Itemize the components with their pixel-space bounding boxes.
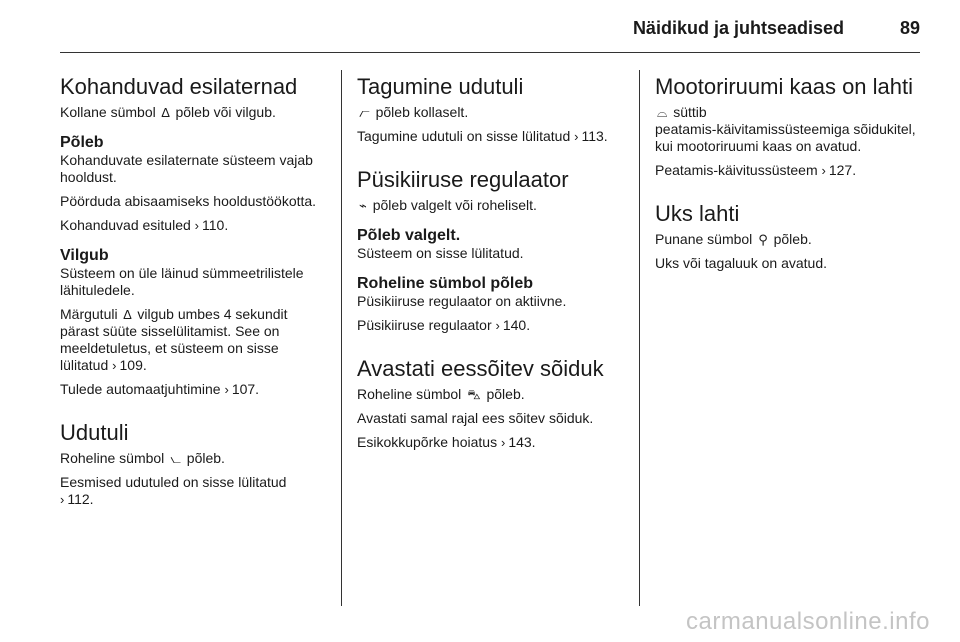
page-reference-arrow-icon: ›: [500, 435, 506, 450]
page-reference-link[interactable]: 140.: [502, 317, 531, 333]
column-divider: [639, 70, 640, 606]
page-header: [60, 0, 920, 53]
page-reference-link[interactable]: 109.: [119, 357, 147, 373]
column-1: [60, 70, 322, 515]
hood-open-icon: ⌓: [657, 105, 668, 120]
page-reference-link[interactable]: 112.: [67, 491, 94, 507]
header-title: Näidikud ja juhtseadised: [632, 18, 844, 38]
subheading: Roheline sümbol põleb: [357, 275, 534, 292]
paragraph: ⌓ süttib: [657, 104, 707, 120]
door-open-icon: ⚲: [758, 232, 768, 247]
page-reference-arrow-icon: ›: [194, 218, 200, 233]
section-title: Püsikiiruse regulaator: [357, 167, 569, 192]
subheading: Põleb valgelt.: [357, 227, 461, 244]
paragraph: ⦧ põleb kollaselt.: [359, 104, 469, 120]
paragraph: Peatamis-käivitussüsteem › 127.: [655, 162, 857, 178]
watermark: carmanualsonline.info: [686, 608, 930, 635]
paragraph: Punane sümbol ⚲ põleb.: [655, 231, 812, 247]
page-reference-arrow-icon: ›: [112, 358, 117, 373]
section-title: Kohanduvad esilaternad: [60, 74, 298, 99]
page-reference-arrow-icon: ›: [821, 163, 826, 178]
paragraph: Püsikiiruse regulaator on aktiivne.: [357, 293, 567, 309]
page-reference-link[interactable]: 113.: [581, 128, 608, 144]
paragraph: Kohanduvad esituled › 110.: [60, 217, 229, 233]
paragraph: Süsteem on üle läinud sümmeetrilistele lähituledele.: [60, 265, 304, 298]
vehicle-ahead-icon: ⛍: [467, 387, 481, 402]
subheading: Põleb: [60, 134, 104, 151]
section-title: Mootoriruumi kaas on lahti: [655, 74, 914, 99]
rear-fog-light-icon: ⦧: [359, 105, 370, 120]
paragraph: Püsikiiruse regulaator › 140.: [357, 317, 531, 333]
section-title: Udutuli: [60, 420, 129, 445]
page-reference-link[interactable]: 143.: [508, 434, 536, 450]
paragraph: ⌁ põleb valgelt või roheliselt.: [359, 197, 537, 213]
page-reference-arrow-icon: ›: [60, 492, 65, 507]
paragraph: Kollane sümbol ∆ põleb või vilgub.: [60, 104, 276, 120]
section-title: Avastati eessõitev sõiduk: [357, 356, 604, 381]
paragraph: Kohanduvate esilaternate süsteem vajab hooldust.: [60, 152, 313, 185]
subheading: Vilgub: [60, 247, 109, 264]
section-title: Uks lahti: [655, 201, 740, 226]
paragraph: Esikokkupõrke hoiatus › 143.: [357, 434, 536, 450]
page-reference-link[interactable]: 110.: [202, 217, 229, 233]
page-reference-link[interactable]: 127.: [828, 162, 857, 178]
column-3: [655, 70, 917, 279]
cruise-control-icon: ⌁: [359, 198, 367, 213]
page-reference-arrow-icon: ›: [224, 382, 229, 397]
page-reference-link[interactable]: 107.: [231, 381, 260, 397]
adaptive-headlamp-icon: ∆: [123, 307, 132, 322]
page-number: 89: [899, 18, 920, 38]
front-fog-light-icon: ⦦: [170, 451, 181, 466]
paragraph: Tagumine udutuli on sisse lülitatud › 113.: [357, 128, 608, 144]
column-divider: [341, 70, 342, 606]
page-reference-arrow-icon: ›: [574, 129, 579, 144]
paragraph: Roheline sümbol ⛍ põleb.: [357, 386, 525, 402]
paragraph: Süsteem on sisse lülitatud.: [357, 245, 524, 261]
column-2: [357, 70, 619, 458]
section-title: Tagumine udutuli: [357, 74, 524, 99]
paragraph: peatamis-käivitamissüsteemiga sõidukitel, kui mootoriruumi kaas on avatud.: [655, 121, 916, 154]
adaptive-headlamp-icon: ∆: [161, 105, 170, 120]
paragraph: Tulede automaatjuhtimine › 107.: [60, 381, 260, 397]
page-reference-arrow-icon: ›: [495, 318, 500, 333]
paragraph: Roheline sümbol ⦦ põleb.: [60, 450, 225, 466]
paragraph: Eesmised udutuled on sisse lülitatud › 112.: [60, 474, 287, 507]
paragraph: Uks või tagaluuk on avatud.: [655, 255, 827, 271]
paragraph: Pöörduda abisaamiseks hooldustöökotta.: [60, 193, 317, 209]
paragraph: Märgutuli ∆ vilgub umbes 4 sekundit pärast süüte sisselülitamist. See on meeldetuletus, et süsteem on sisse lülitatud › 109.: [60, 306, 288, 373]
paragraph: Avastati samal rajal ees sõitev sõiduk.: [357, 410, 594, 426]
